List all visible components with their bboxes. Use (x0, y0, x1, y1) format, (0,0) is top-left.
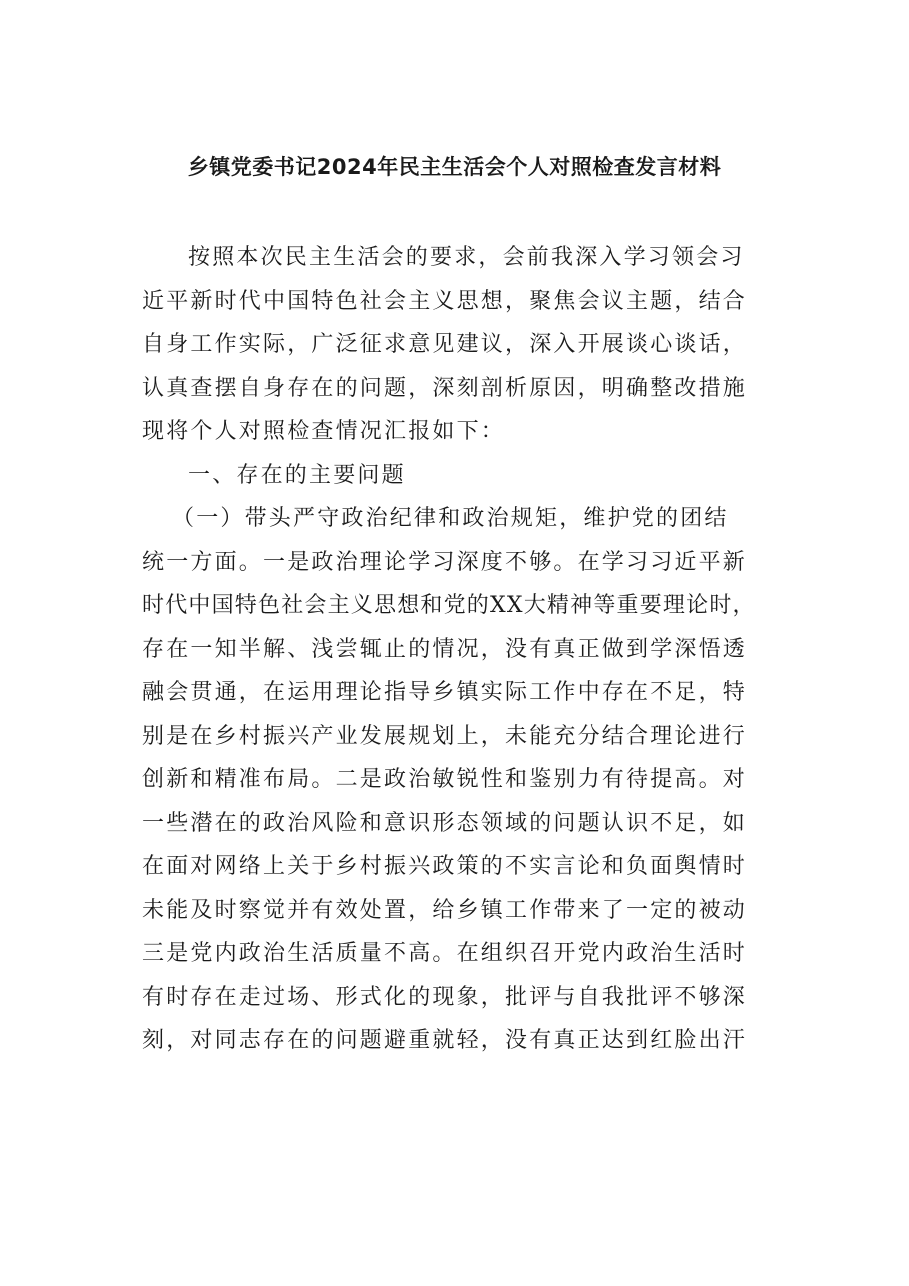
document-title: 乡镇党委书记2024年民主生活会个人对照检查发言材料 (187, 155, 722, 179)
paragraph-line: 现将个人对照检查情况汇报如下： (142, 419, 506, 444)
document-body (142, 236, 782, 1063)
section-heading: 一、存在的主要问题 (188, 462, 406, 488)
paragraph-line: 别是在乡村振兴产业发展规划上，未能充分结合理论进行 (142, 723, 748, 749)
paragraph-line: 未能及时察觉并有效处置，给乡镇工作带来了一定的被动 (142, 897, 748, 923)
paragraph-line: 时代中国特色社会主义思想和党的XX大精神等重要理论时， (142, 593, 756, 618)
paragraph-line: 刻，对同志存在的问题避重就轻，没有真正达到红脸出汗 (142, 1028, 748, 1053)
paragraph-line: 按照本次民主生活会的要求，会前我深入学习领会习 (188, 245, 745, 270)
paragraph-line: 存在一知半解、浅尝辄止的情况，没有真正做到学深悟透 (142, 636, 748, 662)
subsection-line: （一）带头严守政治纪律和政治规矩，维护党的团结 (172, 506, 729, 531)
paragraph-line: 一些潜在的政治风险和意识形态领域的问题认识不足，如 (142, 810, 748, 836)
paragraph-line: 近平新时代中国特色社会主义思想，聚焦会议主题，结合 (142, 288, 748, 314)
paragraph-line: 统一方面。一是政治理论学习深度不够。在学习习近平新 (142, 549, 748, 575)
paragraph-line: 在面对网络上关于乡村振兴政策的不实言论和负面舆情时 (142, 854, 748, 879)
paragraph-line: 融会贯通，在运用理论指导乡镇实际工作中存在不足，特 (142, 680, 748, 705)
paragraph-line: 创新和精准布局。二是政治敏锐性和鉴别力有待提高。对 (142, 767, 748, 792)
paragraph-line: 认真查摆自身存在的问题，深刻剖析原因，明确整改措施 (142, 375, 748, 401)
paragraph-line: 三是党内政治生活质量不高。在组织召开党内政治生活时 (142, 941, 748, 966)
paragraph-line: 有时存在走过场、形式化的现象，批评与自我批评不够深 (142, 984, 748, 1010)
paragraph-line: 自身工作实际，广泛征求意见建议，深入开展谈心谈话， (142, 332, 748, 357)
